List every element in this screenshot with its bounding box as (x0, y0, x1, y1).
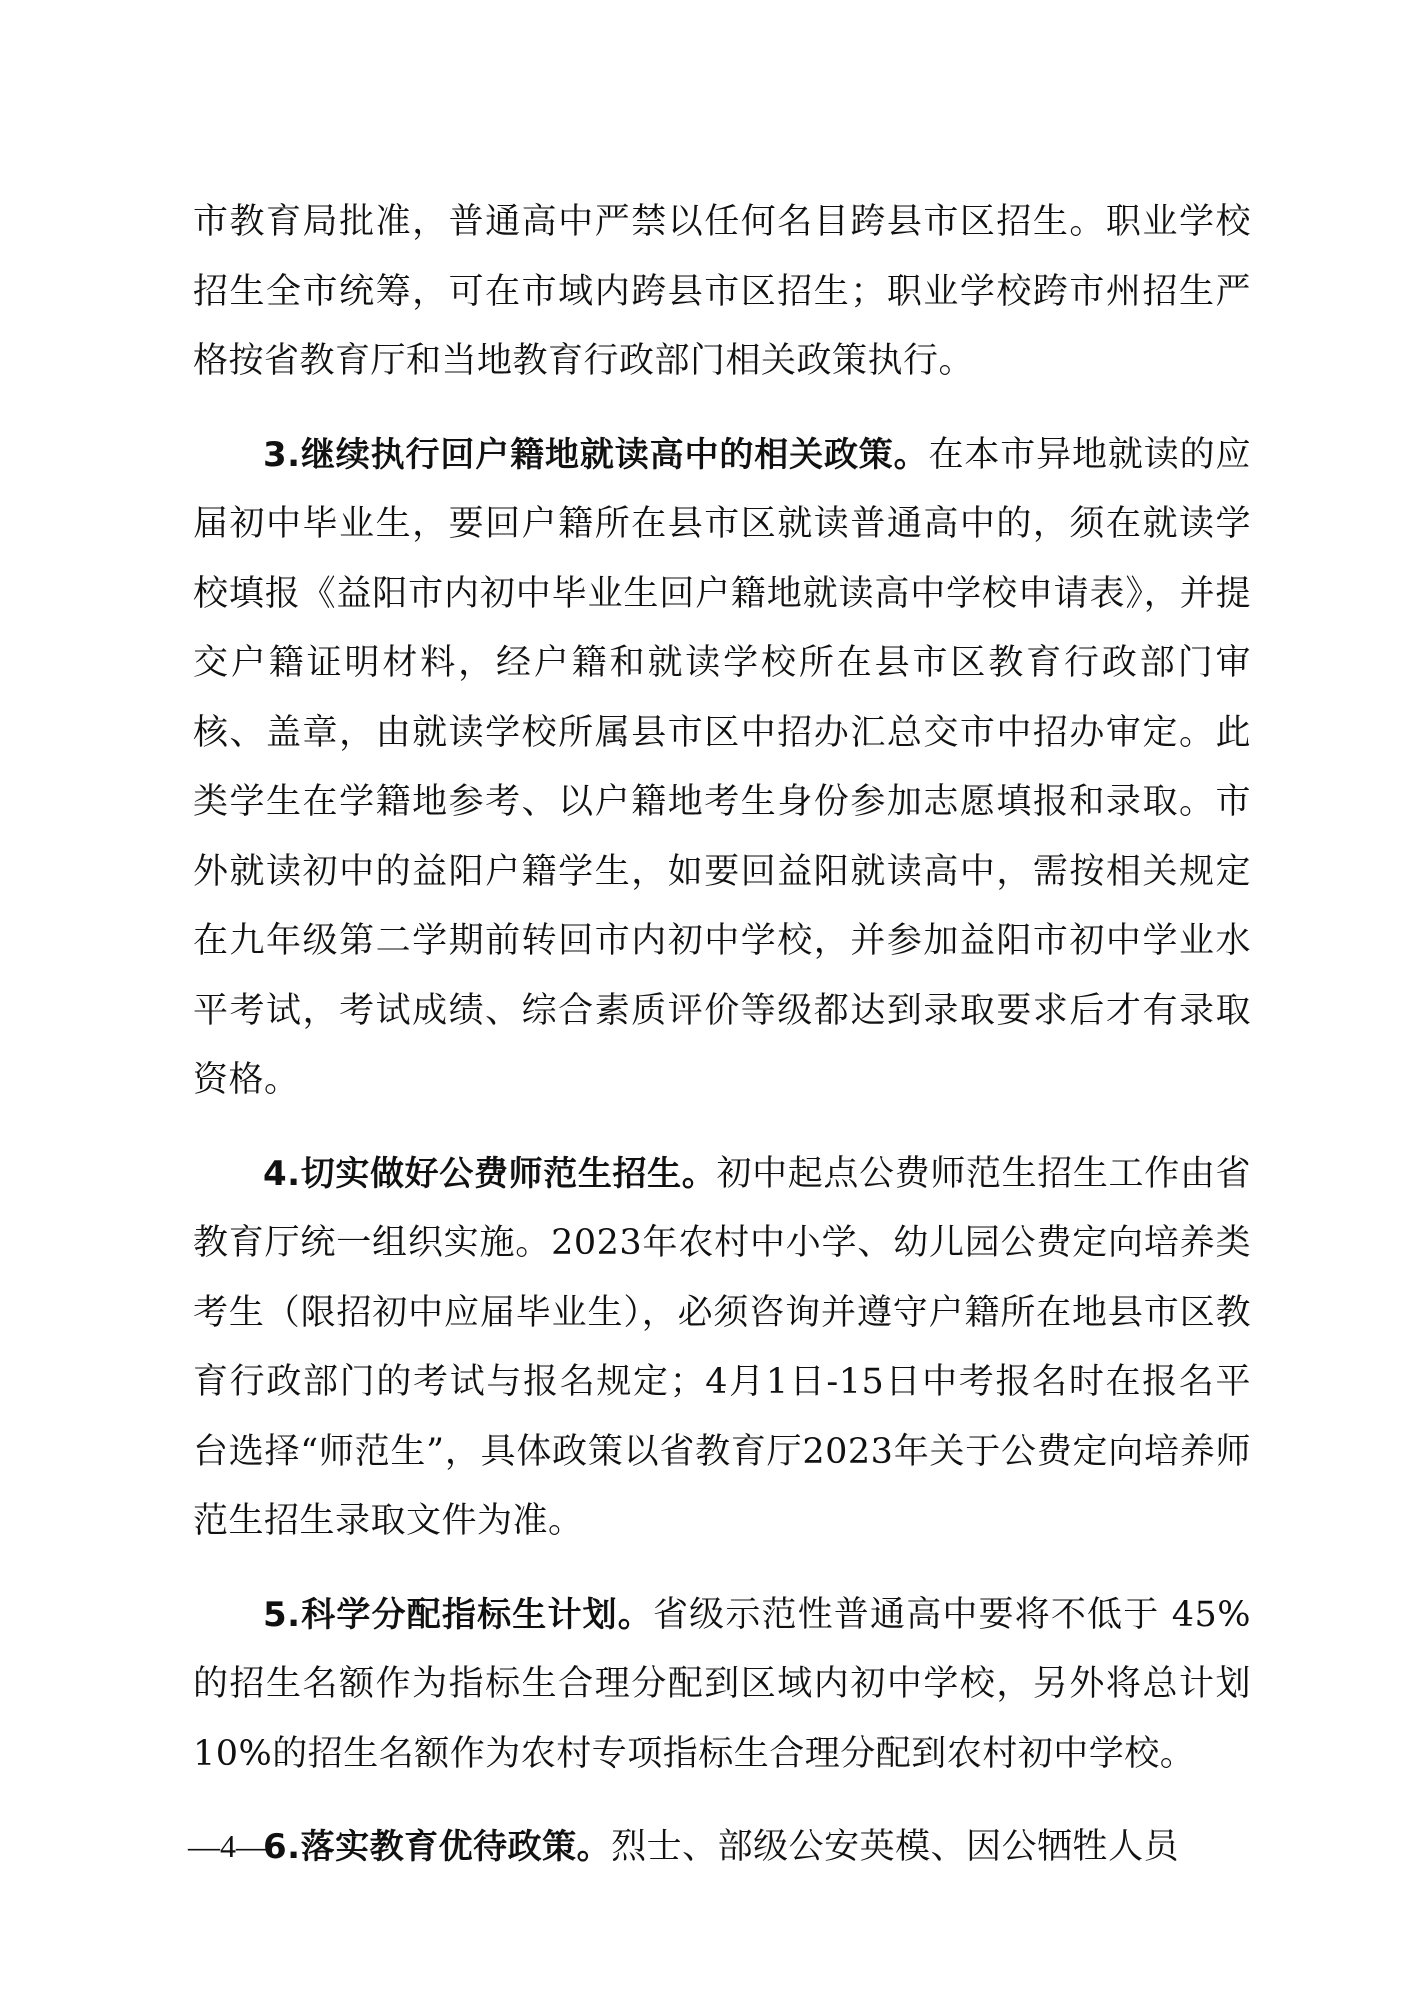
paragraph-lead: 5.科学分配指标生计划。 (263, 1594, 653, 1635)
paragraph-item-5 (193, 1581, 1251, 1790)
document-body (193, 188, 1251, 1907)
paragraph-lead: 3.继续执行回户籍地就读高中的相关政策。 (263, 434, 929, 475)
paragraph-text: 省级示范性普通高中要将不低于 45%的招生名额作为指标生合理分配到区域内初中学校，另外将总计划10%的招生名额作为农村专项指标生合理分配到农村初中学校。 (193, 1594, 1252, 1774)
paragraph-item-3 (193, 421, 1251, 1116)
paragraph-text: 初中起点公费师范生招生工作由省教育厅统一组织实施。2023年农村中小学、幼儿园公费定向培养类考生（限招初中应届毕业生），必须咨询并遵守户籍所在地县市区教育行政部门的考试与报名规定；4月1日-15日中考报名时在报名平台选择“师范生”，具体政策以省教育厅2023年关于公费定向培养师范生招生录取文件为准。 (193, 1153, 1251, 1541)
paragraph-text: 市教育局批准，普通高中严禁以任何名目跨县市区招生。职业学校招生全市统筹，可在市域内跨县市区招生；职业学校跨市州招生严格按省教育厅和当地教育行政部门相关政策执行。 (193, 202, 1251, 381)
paragraph-text: 烈士、部级公安英模、因公牺牲人员 (611, 1827, 1180, 1867)
paragraph-item-6 (193, 1813, 1251, 1883)
paragraph-text: 在本市异地就读的应届初中毕业生，要回户籍所在县市区就读普通高中的，须在就读学校填报《益阳市内初中毕业生回户籍地就读高中学校申请表》，并提交户籍证明材料，经户籍和就读学校所在县市区教育行政部门审核、盖章，由就读学校所属县市区中招办汇总交市中招办审定。此类学生在学籍地参考、以户籍地考生身份参加志愿填报和录取。市外就读初中的益阳户籍学生，如要回益阳就读高中，需按相关规定在九年级第二学期前转回市内初中学校，并参加益阳市初中学业水平考试，考试成绩、综合素质评价等级都达到录取要求后才有录取资格。 (193, 434, 1251, 1100)
paragraph-continuation (193, 188, 1251, 397)
paragraph-item-4 (193, 1140, 1251, 1557)
paragraph-lead: 4.切实做好公费师范生招生。 (263, 1153, 717, 1194)
paragraph-lead: 6.落实教育优待政策。 (263, 1827, 612, 1867)
page-number: —4— (188, 1828, 268, 1864)
